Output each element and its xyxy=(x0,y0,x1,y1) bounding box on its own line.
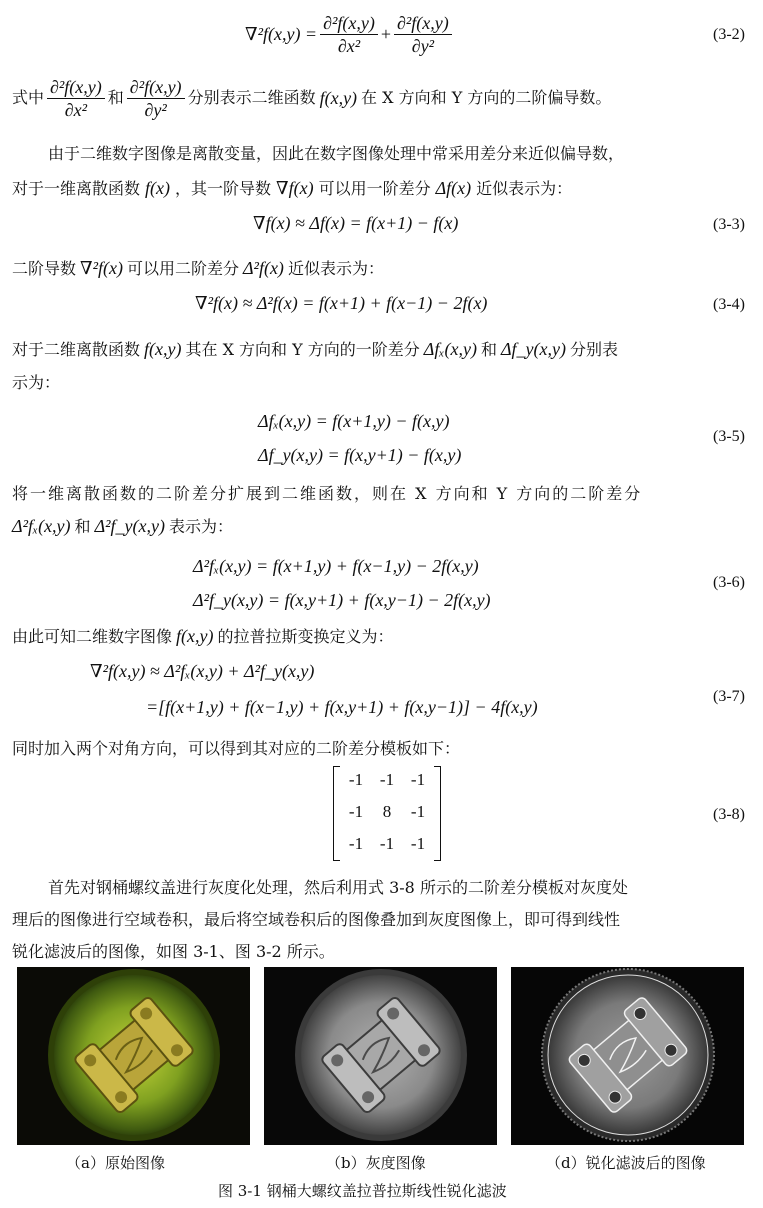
inline-fraction-x-num: ∂²f(x,y) xyxy=(47,76,105,99)
equation-3-8-matrix xyxy=(333,766,441,861)
paragraph-partial-derivatives xyxy=(12,70,757,126)
text-and: 和 xyxy=(107,88,124,107)
paragraph-2d-first-difference xyxy=(12,333,757,366)
eq-number-3-6: (3-6) xyxy=(713,574,745,591)
text-1d-function: 对于一维离散函数 xyxy=(12,179,141,198)
matrix-cell: -1 xyxy=(348,834,364,853)
paragraph-second-derivative xyxy=(12,252,757,285)
figure-grayscale-image xyxy=(264,967,497,1145)
equation-3-3: ∇f(x) ≈ Δf(x) = f(x+1) − f(x) xyxy=(253,213,459,233)
text-xy-direction: 在 X 方向和 Y 方向的二阶偏导数。 xyxy=(361,88,612,107)
eq-3-2-lhs: ∇²f(x,y) = xyxy=(245,23,318,44)
inline-fxy: f(x,y) xyxy=(319,88,358,108)
eq-number-3-8: (3-8) xyxy=(713,806,745,823)
figure-sharpened-image xyxy=(511,967,744,1145)
paragraph-process-line1: 首先对钢桶螺纹盖进行灰度化处理，然后利用式 3-8 所示的二阶差分模板对灰度处 xyxy=(48,878,628,897)
matrix-cell: -1 xyxy=(379,770,395,789)
matrix-cell: -1 xyxy=(410,770,426,789)
eq-number-3-5: (3-5) xyxy=(713,428,745,445)
caption-grayscale: （b）灰度图像 xyxy=(326,1154,426,1172)
text-represent: 分别表示二维函数 xyxy=(187,88,316,107)
text-express: 表示为： xyxy=(168,517,233,536)
text-second-derivative: 二阶导数 xyxy=(12,259,77,278)
eq-3-7-line2: =[f(x+1,y) + f(x−1,y) + f(x,y+1) + f(x,y−1)] − 4f(x,y) xyxy=(146,697,538,717)
eq-3-2-denominator-x: ∂x² xyxy=(337,35,361,56)
inline-fx: f(x) xyxy=(145,178,170,198)
eq-3-2-fraction-x xyxy=(320,12,378,57)
paragraph-process-line2: 理后的图像进行空域卷积，最后将空域卷积后的图像叠加到灰度图像上，即可得到线性 xyxy=(12,910,621,929)
inline-delta-fx: Δf(x) xyxy=(435,178,472,198)
matrix-left-bracket xyxy=(333,766,340,861)
inline-delta2-fx: Δ²f(x) xyxy=(242,258,284,278)
caption-sharpened: （d）锐化滤波后的图像 xyxy=(546,1154,706,1172)
grayscale-cap-graphic xyxy=(264,967,497,1145)
inline-fraction-y-den: ∂y² xyxy=(144,99,167,120)
eq-3-5-line1: Δfₓ(x,y) = f(x+1,y) − f(x,y) xyxy=(258,411,450,431)
eq-3-6-line2: Δ²f_y(x,y) = f(x,y+1) + f(x,y−1) − 2f(x,y) xyxy=(193,590,491,610)
eq-number-3-2: (3-2) xyxy=(713,26,745,43)
caption-original: （a）原始图像 xyxy=(66,1154,165,1172)
paragraph-process-line3: 锐化滤波后的图像，如图 3-1、图 3-2 所示。 xyxy=(12,942,335,961)
eq-3-2-denominator-y: ∂y² xyxy=(411,35,435,56)
eq-number-3-4: (3-4) xyxy=(713,296,745,313)
eq-3-2-fraction-y xyxy=(394,12,452,57)
sharpened-cap-graphic xyxy=(511,967,744,1145)
text-2d-image: 由此可知二维数字图像 xyxy=(12,627,173,646)
eq-3-5-line2: Δf_y(x,y) = f(x,y+1) − f(x,y) xyxy=(258,445,462,465)
equation-3-5 xyxy=(258,404,461,472)
inline-d2fx: Δ²fₓ(x,y) xyxy=(12,516,71,536)
paragraph-extend-2d-line1: 将一维离散函数的二阶差分扩展到二维函数，则在 X 方向和 Y 方向的二阶差分 xyxy=(12,484,643,503)
inline-fxy-2: f(x,y) xyxy=(144,339,182,359)
equation-3-2: ∇²f(x,y) = $\frac{\text{∂²f(x,y)}}{\text{∂x²}}$ + $\frac{\text{∂²f(x,y)}}{\text{∂y²}}$ xyxy=(245,10,455,58)
inline-nabla-fx: ∇f(x) xyxy=(276,178,314,198)
matrix-cell: -1 xyxy=(410,802,426,821)
matrix-cell: -1 xyxy=(379,834,395,853)
matrix-cell: -1 xyxy=(348,770,364,789)
original-cap-graphic xyxy=(17,967,250,1145)
text-approx-2: 近似表示为： xyxy=(287,259,384,278)
text-2d-function: 对于二维离散函数 xyxy=(12,340,141,359)
matrix-cell: 8 xyxy=(382,802,392,821)
inline-fraction-x xyxy=(47,76,105,121)
matrix-cell: -1 xyxy=(348,802,364,821)
eq-3-2-numerator-y: ∂²f(x,y) xyxy=(394,12,452,35)
paragraph-discrete-line1: 由于二维数字图像是离散变量，因此在数字图像处理中常采用差分来近似偏导数， xyxy=(48,144,625,163)
text-approx: 近似表示为： xyxy=(476,179,573,198)
inline-fraction-y-num: ∂²f(x,y) xyxy=(127,76,185,99)
eq-number-3-7: (3-7) xyxy=(713,688,745,705)
paragraph-extend-2d-line2 xyxy=(12,510,757,543)
paragraph-discrete-line2 xyxy=(12,172,757,205)
inline-fraction-x-den: ∂x² xyxy=(64,99,88,120)
eq-3-7-line1: ∇²f(x,y) ≈ Δ²fₓ(x,y) + Δ²f_y(x,y) xyxy=(90,661,315,681)
text-and-3: 和 xyxy=(74,517,91,536)
matrix-cell: -1 xyxy=(410,834,426,853)
text-respectively: 分别表 xyxy=(570,340,619,359)
text-first-derivative: ，其一阶导数 xyxy=(175,179,272,198)
text-second-difference: 可以用二阶差分 xyxy=(126,259,239,278)
paragraph-laplace-definition xyxy=(12,620,757,653)
inline-dfx: Δfₓ(x,y) xyxy=(423,339,477,359)
inline-nabla2-fx: ∇²f(x) xyxy=(80,258,123,278)
text-shizhong: 式中 xyxy=(12,88,45,107)
equation-3-4: ∇²f(x) ≈ Δ²f(x) = f(x+1) + f(x−1) − 2f(x) xyxy=(195,293,488,313)
eq-number-3-3: (3-3) xyxy=(713,216,745,233)
text-first-diff-xy: 其在 X 方向和 Y 方向的一阶差分 xyxy=(185,340,420,359)
eq-3-6-line1: Δ²fₓ(x,y) = f(x+1,y) + f(x−1,y) − 2f(x,y) xyxy=(193,556,479,576)
inline-d2fy: Δ²f_y(x,y) xyxy=(94,516,165,536)
equation-3-6 xyxy=(193,549,491,617)
text-and-2: 和 xyxy=(480,340,497,359)
inline-dfy: Δf_y(x,y) xyxy=(500,339,566,359)
paragraph-2d-line2: 示为： xyxy=(12,373,61,392)
inline-fxy-3: f(x,y) xyxy=(176,626,214,646)
eq-3-2-numerator-x: ∂²f(x,y) xyxy=(320,12,378,35)
text-first-difference: 可以用一阶差分 xyxy=(318,179,431,198)
paragraph-diagonal-template: 同时加入两个对角方向，可以得到其对应的二阶差分模板如下： xyxy=(12,739,461,758)
inline-fraction-y xyxy=(127,76,185,121)
text-laplace-defined: 的拉普拉斯变换定义为： xyxy=(217,627,394,646)
figure-title: 图 3-1 钢桶大螺纹盖拉普拉斯线性锐化滤波 xyxy=(218,1182,507,1200)
matrix-right-bracket xyxy=(434,766,441,861)
figure-original-image xyxy=(17,967,250,1145)
